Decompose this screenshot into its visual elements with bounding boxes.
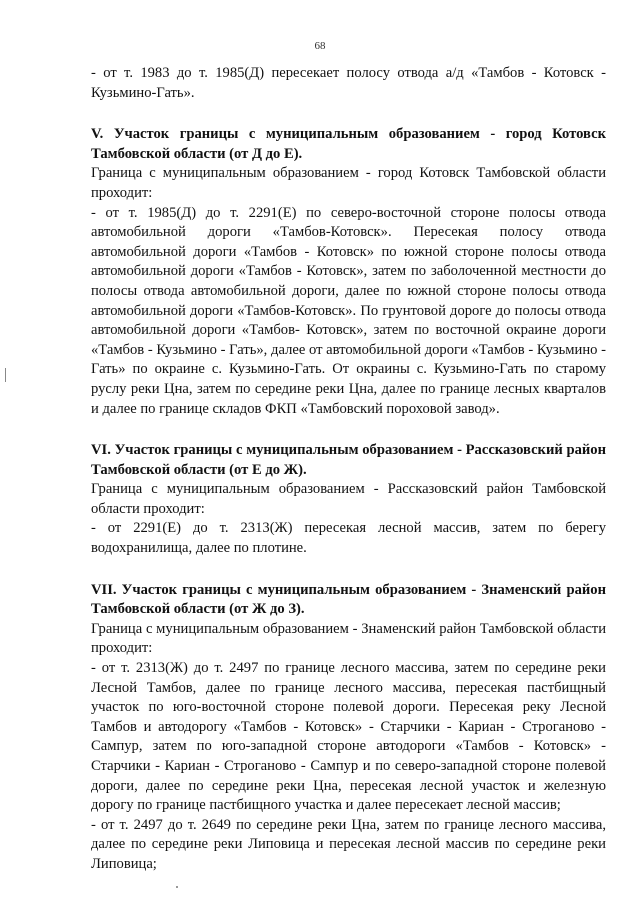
section-5-text: - от т. 1985(Д) до т. 2291(Е) по северо-восточной стороне полосы отвода автомобильной дороги «Тамбов-Котовск». Пересекая полосу отвода автомобильной дороги «Тамбов - Котовск» по южной стороне полосы отвода автомобильной дороги «Тамбов - Котовск», затем по заболоченной местности до полосы отвода автомобильной дороги, далее по южной стороне полосы отвода автомобильной дороги «Тамбов-Котовск». По грунтовой дороге до полосы отвода автомобильной дороги «Тамбов- Котовск», затем по восточной окраине дороги «Тамбов - Кузьмино - Гать», далее от автомобильной дороги «Тамбов - Кузьмино - Гать» по окраине с. Кузьмино-Гать. От окраины с. Кузьмино-Гать по старому руслу реки Цна, затем по середине реки Цна, далее по границе лесных кварталов и далее по границе складов ФКП «Тамбовский пороховой завод». xyxy=(91,204,606,417)
section-7-heading: VII. Участок границы с муниципальным образованием - Знаменский район Тамбовской области (от Ж до З). xyxy=(91,581,606,618)
section-7-lead: Граница с муниципальным образованием - Знаменский район Тамбовской области проходит: xyxy=(91,620,606,657)
section-7-text-2: - от т. 2497 до т. 2649 по середине реки Цна, затем по границе лесного массива, далее по середине реки Липовица и пересекая лесной массив по середине реки Липовица; xyxy=(91,816,606,872)
section-6-heading: VI. Участок границы с муниципальным образованием - Рассказовский район Тамбовской области (от Е до Ж). xyxy=(91,442,606,478)
margin-mark xyxy=(5,368,6,382)
section-5-heading: V. Участок границы с муниципальным образованием - город Котовск Тамбовской области (от Д до Е). xyxy=(91,126,606,162)
section-6-text: - от 2291(Е) до т. 2313(Ж) пересекая лесной массив, затем по берегу водохранилища, далее по плотине. xyxy=(91,520,606,557)
page-number: 68 xyxy=(314,40,326,52)
document-body xyxy=(91,64,606,875)
section-7-text-1: - от т. 2313(Ж) до т. 2497 по границе лесного массива, затем по середине реки Лесной Тамбов, далее по границе лесного массива, пересекая пастбищный участок по юго-восточной стороне полевой дороги. Пересекая реку Лесной Тамбов и автодорогу «Тамбов - Котовск» - Старчики - Кариан - Строганово - Сампур, затем по юго-западной стороне автодороги «Тамбов - Котовск» - Старчики - Кариан - Строганово - Сампур и по северо-западной стороне полевой дороги, далее по середине реки Цна, пересекая лесной участок и железную дорогу по границе пастбищного участка и далее пересекает лесной массив; xyxy=(91,660,606,814)
section-6-lead: Граница с муниципальным образованием - Рассказовский район Тамбовской области проходит: xyxy=(91,481,606,517)
scan-speck xyxy=(176,886,178,888)
intro-paragraph: - от т. 1983 до т. 1985(Д) пересекает полосу отвода а/д «Тамбов - Котовск - Кузьмино-Гать». xyxy=(91,65,606,101)
section-5-lead: Граница с муниципальным образованием - город Котовск Тамбовской области проходит: xyxy=(91,165,606,201)
